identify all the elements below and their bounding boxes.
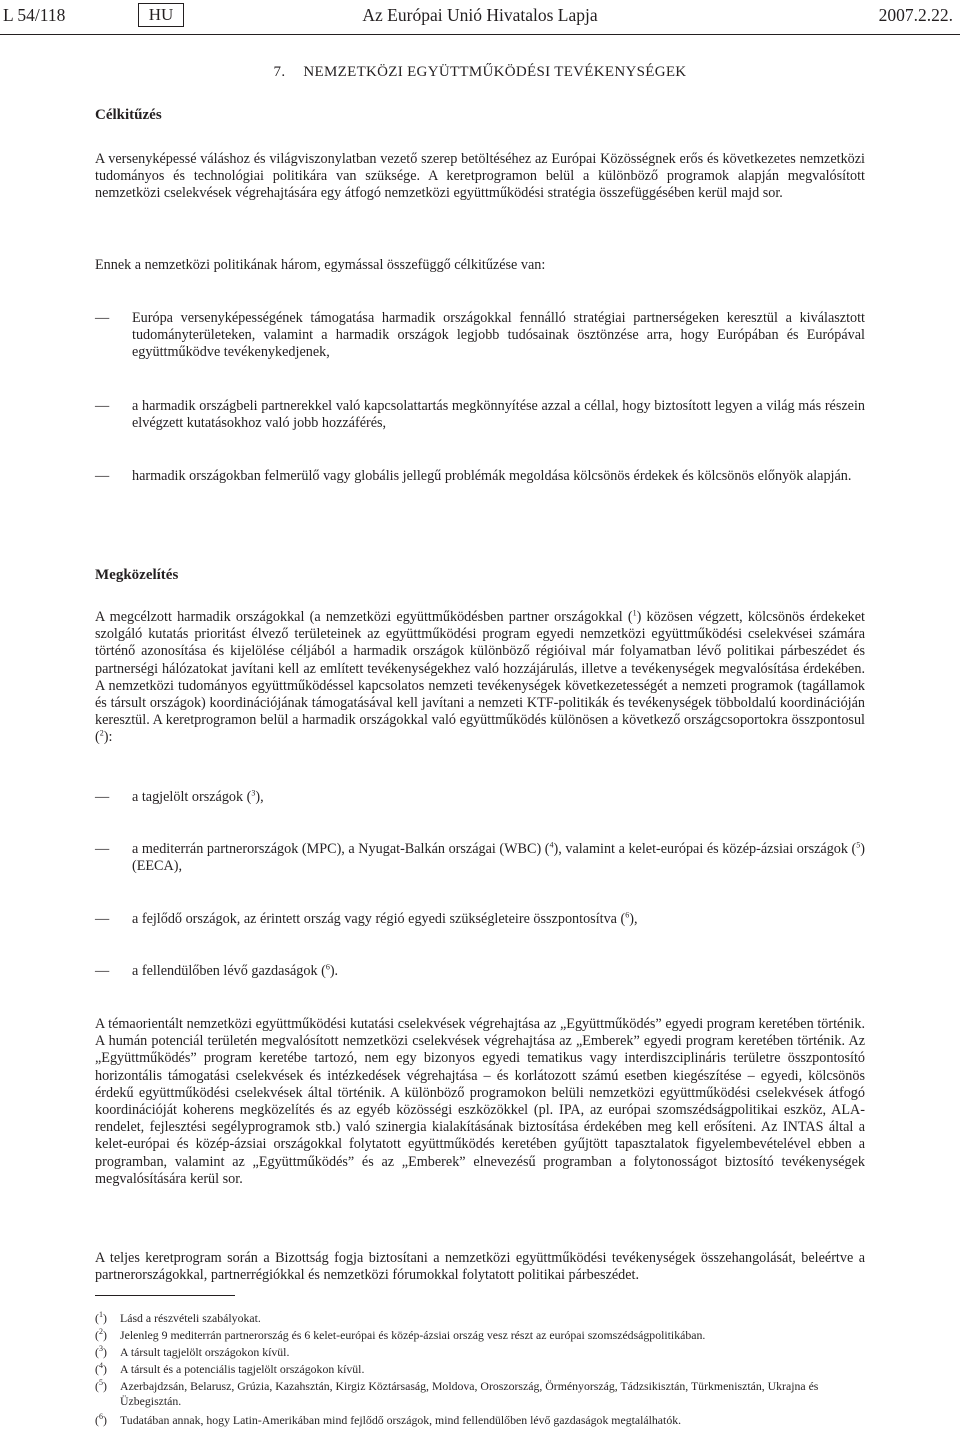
footnote-number: 1 (98, 1310, 103, 1320)
approach-paragraph-3: A teljes keretprogram során a Bizottság fogja biztosítani a nemzetközi együttműködési tevékenységek összehangolását, beleértve a partnerországokkal, partnerrégiókkal és nemzetközi fórumokkal folytatott politikai párbeszédet. (95, 1250, 865, 1284)
footnote-mark: ($^6$) (95, 1412, 107, 1427)
footnote (95, 1328, 865, 1343)
footnote-mark: ($^5$) (95, 1378, 107, 1393)
country-group-item (95, 963, 865, 980)
footnote-ref: 6 (625, 910, 630, 920)
page-header (0, 0, 960, 30)
objectives-list-item (95, 398, 865, 432)
footnote-text: Azerbajdzsán, Belarusz, Grúzia, Kazahsztán, Kirgiz Köztársaság, Moldova, Oroszország, Örményország, Tádzsikisztán, Türkmenisztán, Ukrajna és Üzbegisztán. (120, 1379, 819, 1408)
footnote-ref: 1 (632, 608, 637, 618)
text-run: a fejlődő országok, az érintett ország vagy régió egyedi szükségleteire összpontosítva ( (132, 911, 626, 927)
header-rule (0, 34, 960, 35)
text-run: a tagjelölt országok ( (132, 789, 252, 805)
text-run: a fellendülőben lévő gazdaságok ( (132, 963, 326, 979)
text-run: ): (103, 729, 113, 746)
footnote-number: 6 (98, 1412, 103, 1422)
footnote-mark: ($^1$) (95, 1310, 107, 1325)
text-run: ). (329, 963, 339, 979)
footnote-ref: 3 (251, 788, 256, 798)
footnote-number: 2 (98, 1327, 103, 1337)
dash-marker: — (95, 789, 110, 805)
footnote (95, 1413, 865, 1428)
footnote-text: A társult tagjelölt országokon kívül. (120, 1345, 290, 1359)
approach-paragraph-2: A témaorientált nemzetközi együttműködési kutatási cselekvések végrehajtása az „Együttműködés” egyedi program keretében történik. A humán potenciál területén megvalósított nemzetközi cselekvések végrehajtása az „Emberek” egyedi program keretében történik. Az „Együttműködés” program keretébe tartozó, nem egy bizonyos egyedi tematikus vagy interdiszciplináris területre összpontosító horizontális támogatási cselekvések és intézkedések végrehajtása – és korlátozott számú esetben kiegészítése – egyedi, kölcsönös érdekű együttműködési cselekvések által történik. A különböző programokon belüli nemzetközi együttműködési cselekvések átfogó koordinációját koherens megközelítés és az egyéb közösségi eszközökkel (pl. IPA, az európai szomszédságpolitikai eszköz, ALA-rendelet, fejlesztési segélyprogramok stb.) való szinergia kialakításának biztosítása érdekében meg kell erősíteni. Az INTAS által a kelet-európai és közép-ázsiai országokkal folytatott együttműködés keretében gyűjtött tapasztalatok figyelembevételével ebben a programban, valamint az „Együttműködés” és az „Emberek” elnevezésű programban a folytonosságot biztosító tevékenységek megvalósítására kerül sor. (95, 1016, 865, 1187)
footnote-number: 5 (98, 1378, 103, 1388)
list-item-text (132, 911, 865, 928)
text-run: ), valamint a kelet-európai és közép-ázsiai országok ( (553, 841, 857, 857)
footnote (95, 1379, 865, 1409)
section-title: NEMZETKÖZI EGYÜTTMŰKÖDÉSI TEVÉKENYSÉGEK (303, 64, 687, 80)
objectives-heading: Célkitűzés (95, 107, 162, 123)
text-run: ), (255, 789, 264, 805)
list-item-text: a harmadik országbeli partnerekkel való kapcsolattartás megkönnyítése azzal a céllal, hogy biztosított legyen a világ más részein elvégzett kutatásokhoz való jobb hozzáférés, (132, 398, 865, 432)
footnote-mark: ($^3$) (95, 1344, 107, 1359)
objectives-paragraph-1: A versenyképessé váláshoz és világviszonylatban vezető szerep betöltéséhez az Európai Közösségnek erős és következetes nemzetközi tudományos és technológiai politikára van szüksége. A keretprogramon belül a különböző programok alapján megvalósított nemzetközi cselekvések végrehajtására egy átfogó nemzetközi együttműködési stratégia összefüggésében kerül majd sor. (95, 151, 865, 202)
footnote-ref: 4 (549, 840, 554, 850)
page-reference: L 54/118 (3, 5, 66, 25)
dash-marker: — (95, 310, 110, 326)
journal-title: Az Európai Unió Hivatalos Lapja (362, 5, 598, 25)
dash-marker: — (95, 398, 110, 414)
footnote (95, 1345, 865, 1360)
footnote-number: 4 (98, 1361, 103, 1371)
country-group-item (95, 841, 865, 875)
country-group-item (95, 789, 865, 806)
text-run: a mediterrán partnerországok (MPC), a Nyugat-Balkán országai (WBC) ( (132, 841, 550, 857)
footnote-mark: ($^4$) (95, 1361, 107, 1376)
section-number: 7. (273, 64, 286, 80)
dash-marker: — (95, 963, 110, 979)
text-run: ), (629, 911, 638, 927)
footnote (95, 1311, 865, 1326)
list-item-text (132, 789, 865, 806)
language-code-box: HU (138, 3, 184, 27)
country-group-item (95, 911, 865, 928)
footnote-ref: 2 (99, 728, 104, 738)
text-run: ) közösen végzett, kölcsönös érdekeket szolgáló kutatás prioritást élvező területeinek az együttműködési program egyedi nemzetközi együttműködési cselekvései számára történő azonosítása és kijelölése céljából a harmadik országok különböző régióival már folyamatban lévő politikai párbeszédet és partnerségi hálózatokat javítani kell az említett tevékenységekhez való hozzájárulás, illetve a tevékenységek megvalósítása érdekében. A nemzetközi tudományos együttműködéssel kapcsolatos nemzeti tevékenységek következetességét a nemzeti programok (tagállamok és társult országok) koordinációjának támogatásával kell javítani a nemzeti KTF-politikák és tevékenységek többoldalú koordinációján keresztül. A keretprogramon belül a harmadik országokkal való együttműködés különösen a következő országcsoportokra összpontosul ( (95, 609, 865, 746)
objectives-list-item (95, 468, 865, 485)
footnote-number: 3 (98, 1344, 103, 1354)
dash-marker: — (95, 911, 110, 927)
approach-paragraph-1 (95, 609, 865, 747)
dash-marker: — (95, 468, 110, 484)
approach-heading: Megközelítés (95, 567, 179, 583)
footnote-text: Lásd a részvételi szabályokat. (120, 1311, 261, 1325)
list-item-text (132, 841, 865, 875)
text-run: A megcélzott harmadik országokkal (a nemzetközi együttműködésben partner országokkal ( (95, 609, 633, 625)
objectives-list-item (95, 310, 865, 362)
dash-marker: — (95, 841, 110, 857)
text-run: ) (EECA), (132, 841, 866, 875)
footnote-ref: 6 (325, 962, 330, 972)
footnote-text: Tudatában annak, hogy Latin-Amerikában mind fejlődő országok, mind fellendülőben lévő gazdaságok megtalálhatók. (120, 1413, 682, 1427)
objectives-paragraph-2: Ennek a nemzetközi politikának három, egymással összefüggő célkitűzése van: (95, 257, 546, 273)
section-heading (0, 64, 960, 81)
footnote-rule (95, 1295, 235, 1296)
publication-date: 2007.2.22. (878, 5, 953, 25)
footnote (95, 1362, 865, 1377)
footnote-ref: 5 (856, 840, 861, 850)
list-item-text: Európa versenyképességének támogatása harmadik országokkal fennálló stratégiai partnerségeken keresztül a kiválasztott tudományterületeken, valamint a harmadik országok legjobb tudósainak ösztönzése arra, hogy Európában és Európával együttműködve tevékenykedjenek, (132, 310, 865, 361)
footnote-text: Jelenleg 9 mediterrán partnerország és 6 kelet-európai és közép-ázsiai ország vesz részt az európai szomszédságpolitikában. (120, 1328, 706, 1342)
footnote-mark: ($^2$) (95, 1327, 107, 1342)
footnote-text: A társult és a potenciális tagjelölt országokon kívül. (120, 1362, 365, 1376)
list-item-text (132, 963, 865, 980)
list-item-text: harmadik országokban felmerülő vagy globális jellegű problémák megoldása kölcsönös érdekek és kölcsönös előnyök alapján. (132, 468, 852, 484)
